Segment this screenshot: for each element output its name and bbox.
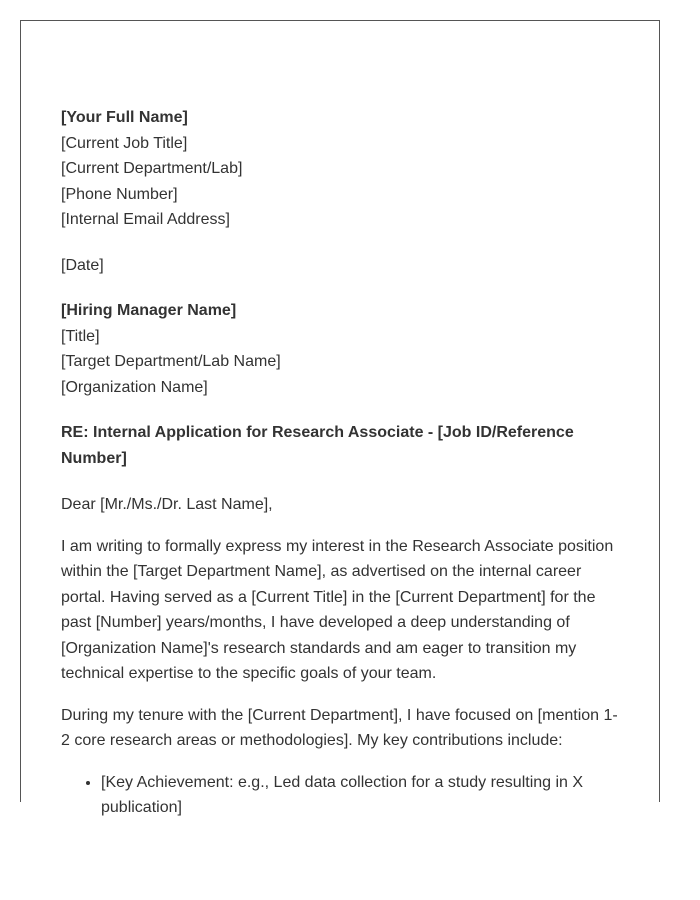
list-item: • [Key Achievement: e.g., Led data collection for a study resulting in X publication]	[101, 770, 621, 821]
letter-content	[61, 105, 621, 821]
recipient-organization: [Organization Name]	[61, 378, 208, 396]
body-paragraph-intro: I am writing to formally express my interest in the Research Associate position within the [Target Department Name], as advertised on the internal career portal. Having served as a [Current Title] in the [Current Department] for the past [Number] years/months, I have developed a deep understanding of [Organization Name]'s research standards and am eager to transition my technical expertise to the specific goals of your team.	[61, 537, 614, 682]
sender-department: [Current Department/Lab]	[61, 160, 243, 177]
date-block	[61, 253, 621, 279]
recipient-department: [Target Department/Lab Name]	[61, 353, 281, 370]
contributions-list	[61, 770, 621, 821]
recipient-name: [Hiring Manager Name]	[61, 302, 237, 319]
recipient-block	[61, 298, 621, 400]
subject-line: RE: Internal Application for Research Associate - [Job ID/Reference Number]	[61, 424, 574, 467]
salutation: Dear [Mr./Ms./Dr. Last Name],	[61, 496, 273, 513]
sender-name: [Your Full Name]	[61, 109, 188, 126]
sender-block	[61, 105, 621, 233]
letter-date: [Date]	[61, 256, 104, 274]
sender-job-title: [Current Job Title]	[61, 134, 188, 152]
recipient-title: [Title]	[61, 327, 100, 345]
body-paragraph-contributions: During my tenure with the [Current Department], I have focused on [mention 1-2 core research areas or methodologies]. My key contributions include:	[61, 706, 618, 749]
sender-email: [Internal Email Address]	[61, 211, 230, 228]
sender-phone: [Phone Number]	[61, 185, 178, 203]
letter-page	[20, 20, 660, 816]
